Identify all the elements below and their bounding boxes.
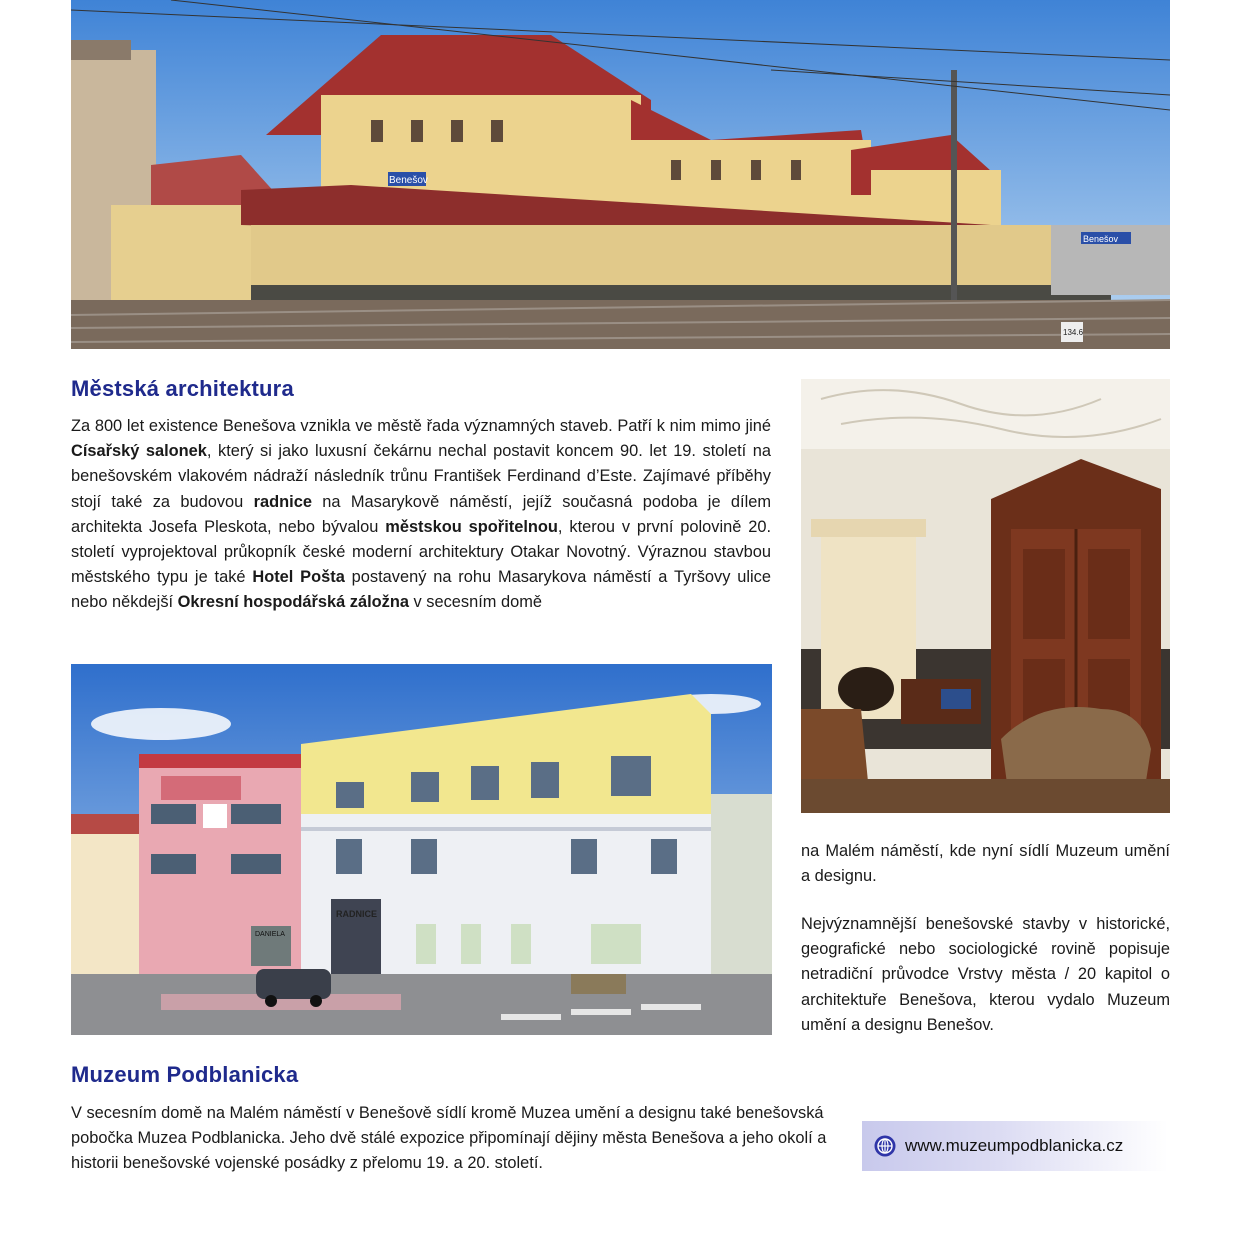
website-url[interactable]: www.muzeumpodblanicka.cz [905,1136,1124,1155]
railway-station-photo [71,0,1170,349]
website-link[interactable] [862,1121,1168,1171]
text-run: Za 800 let existence Benešova vznikla ve městě řada významných staveb. Patří k nim mimo jiné [71,417,771,435]
text-run: , který si jako luxusní čekárnu nechal postavit koncem 90. let 19. století na benešovském vlakovém nádraží následník trůnu František Ferdinand d’Este. Zajímavé příběhy stojí také za budovou [71,442,771,511]
km-post: 134.6 [1063,328,1084,337]
highlight-hotel-posta: Hotel Pošta [252,568,345,587]
highlight-cisarsky-salonek: Císařský salonek [71,442,207,461]
museum-paragraph: V secesním domě na Malém náměstí v Benešově sídlí kromě Muzea umění a designu také benešovská pobočka Muzea Podblanicka. Jeho dvě stálé expozice připomínají dějiny města Benešova a jeho okolí a historii benešovské vojenské posádky z přelomu 19. a 20. století. [71,1104,827,1173]
station-sign-right: Benešov [1083,234,1119,244]
imperial-salon-photo [801,379,1170,813]
section-title-museum: Muzeum Podblanicka [71,1062,299,1087]
section-title-architecture: Městská architektura [71,376,294,401]
highlight-zalozna: Okresní hospodářská záložna [177,593,409,612]
radnice-sign: RADNICE [336,909,378,919]
architecture-paragraph-continued: na Malém náměstí, kde nyní sídlí Muzeum umění a designu. [801,842,1170,886]
station-sign-left: Benešov [389,175,428,186]
text-run: na Masarykově náměstí, jejíž současná podoba je dílem architekta Josefa Pleskota, nebo bývalou [71,492,771,536]
architecture-paragraph [71,414,771,616]
highlight-sporitelna: městskou spořitelnou [385,517,558,536]
shop-sign: DANIELA [255,931,285,938]
guidebook-paragraph: Nejvýznamnější benešovské stavby v historické, geografické nebo sociologické rovině popisuje netradiční průvodce Vrstvy města / 20 kapitol o architektuře Benešova, kterou vydalo Muzeum umění a designu Benešov. [801,915,1170,1034]
text-run: postavený na rohu Masarykova náměstí a Tyršovy ulice nebo někdejší [71,568,771,612]
globe-icon [874,1135,896,1157]
highlight-radnice: radnice [253,492,312,511]
text-run: v secesním domě [409,593,542,612]
text-run: , kterou v první polovině 20. století vyprojektoval průkopník české moderní architektury Otakar Novotný. Výraznou stavbou městského typu je také [71,517,772,587]
town-hall-photo [71,664,772,1035]
